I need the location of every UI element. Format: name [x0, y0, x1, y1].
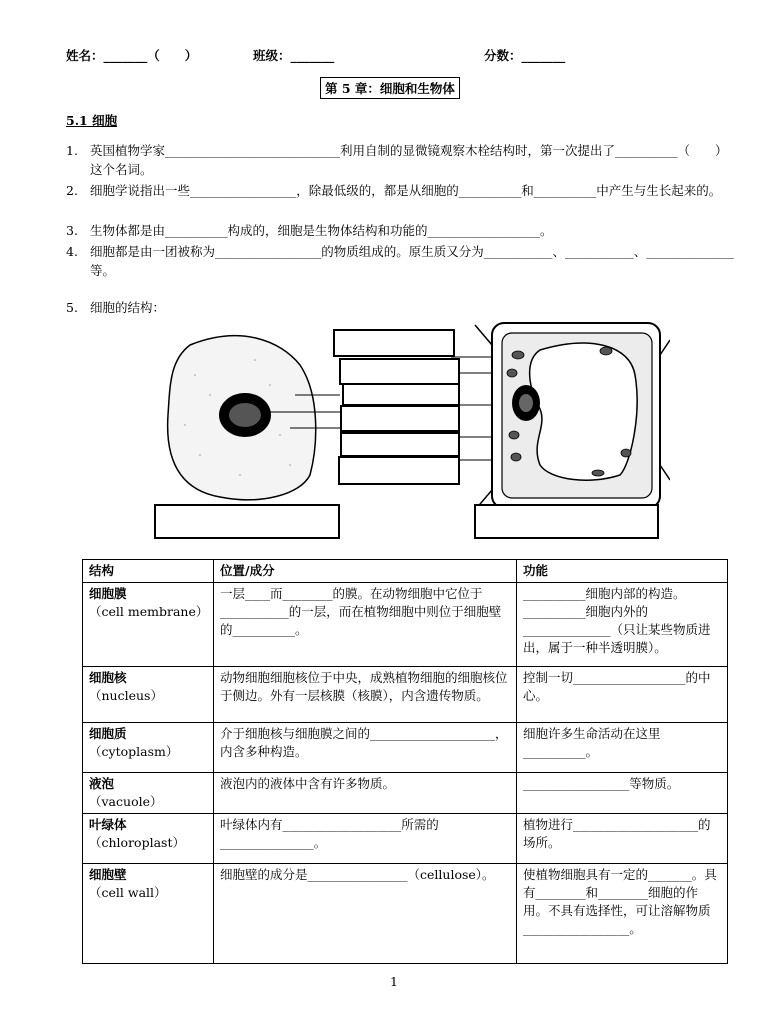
- question-2: [66, 181, 736, 200]
- diagram-label-box-1[interactable]: [333, 329, 455, 357]
- structure-cell: [83, 723, 214, 773]
- table-row: [83, 864, 728, 964]
- function-cell: 细胞许多生命活动在这里__________。: [517, 723, 728, 773]
- structure-cell: [83, 814, 214, 864]
- question-text: 细胞都是由一团被称为_________________的物质组成的。原生质又分为___________、___________、______________等。: [90, 244, 734, 278]
- question-text: 英国植物学家____________________________利用自制的显微镜观察木栓结构时，第一次提出了__________（ ）这个名词。: [90, 143, 728, 177]
- page-number: 1: [390, 974, 398, 989]
- question-text: 细胞学说指出一些_________________，除最低级的，都是从细胞的__________和__________中产生与生长起来的。: [90, 183, 722, 198]
- section-title: 5.1 细胞: [66, 113, 118, 128]
- nucleolus: [229, 403, 261, 427]
- question-4: [66, 242, 736, 280]
- question-number: 3.: [66, 223, 78, 238]
- diagram-label-box-2[interactable]: [339, 358, 460, 385]
- position-cell: 介于细胞核与细胞膜之间的____________________，内含多种构造。: [214, 723, 517, 773]
- diagram-label-box-6[interactable]: [338, 456, 460, 485]
- structure-english: （nucleus）: [89, 688, 163, 703]
- function-cell: 控制一切__________________的中心。: [517, 667, 728, 723]
- question-number: 5.: [66, 300, 78, 315]
- plant-cell-name-box[interactable]: [474, 504, 659, 539]
- question-text: 生物体都是由__________构成的，细胞是生物体结构和功能的__________________。: [90, 223, 553, 238]
- table-header-row: [83, 560, 728, 583]
- diagram-label-box-4[interactable]: [340, 405, 460, 432]
- table-row: [83, 583, 728, 667]
- class-field-label: 班级：_______: [253, 48, 335, 63]
- function-cell: __________细胞内部的构造。__________细胞内外的______________（只让某些物质进出，属于一种半透明膜）。: [517, 583, 728, 667]
- question-number: 1.: [66, 143, 78, 158]
- animal-cell-name-box[interactable]: [154, 504, 340, 539]
- header-structure: 结构: [83, 560, 214, 583]
- position-cell: 叶绿体内有___________________所需的_______________。: [214, 814, 517, 864]
- position-cell: 液泡内的液体中含有许多物质。: [214, 773, 517, 814]
- structure-name: 细胞壁: [89, 867, 127, 882]
- structure-english: （cell membrane）: [89, 604, 209, 619]
- structure-name: 细胞质: [89, 726, 127, 741]
- score-field-label: 分数：_______: [484, 48, 566, 63]
- structure-english: （cell wall）: [89, 885, 167, 900]
- function-cell: 植物进行____________________的场所。: [517, 814, 728, 864]
- function-cell: _________________等物质。: [517, 773, 728, 814]
- vacuole: [530, 343, 637, 480]
- header-function: 功能: [517, 560, 728, 583]
- position-cell: 动物细胞细胞核位于中央，成熟植物细胞的细胞核位于侧边。外有一层核膜（核膜），内含遗传物质。: [214, 667, 517, 723]
- name-field-label: 姓名：_______（ ）: [66, 48, 198, 63]
- structure-name: 液泡: [89, 776, 115, 791]
- position-cell: 细胞壁的成分是________________（cellulose）。: [214, 864, 517, 964]
- plant-nucleolus: [519, 394, 533, 412]
- chapter-title: 第 5 章：细胞和生物体: [320, 77, 460, 99]
- structure-cell: [83, 864, 214, 964]
- function-cell: 使植物细胞具有一定的_______。具有________和________细胞的作用。不具有选择性，可让溶解物质_________________。: [517, 864, 728, 964]
- structure-name: 细胞核: [89, 670, 127, 685]
- cell-structure-table: [82, 559, 728, 964]
- table-row: [83, 723, 728, 773]
- table-row: [83, 814, 728, 864]
- header-position: 位置/成分: [214, 560, 517, 583]
- structure-cell: [83, 583, 214, 667]
- table-row: [83, 667, 728, 723]
- structure-cell: [83, 773, 214, 814]
- question-number: 4.: [66, 244, 78, 259]
- structure-name: 细胞膜: [89, 586, 127, 601]
- structure-cell: [83, 667, 214, 723]
- diagram-label-box-3[interactable]: [342, 383, 460, 406]
- question-number: 2.: [66, 183, 78, 198]
- structure-english: （vacuole）: [89, 794, 163, 809]
- structure-name: 叶绿体: [89, 817, 127, 832]
- structure-english: （cytoplasm）: [89, 744, 179, 759]
- diagram-label-box-5[interactable]: [340, 432, 460, 457]
- question-3: [66, 221, 736, 240]
- structure-english: （chloroplast）: [89, 835, 185, 850]
- table-row: [83, 773, 728, 814]
- question-text: 细胞的结构：: [90, 300, 166, 315]
- question-1: [66, 141, 736, 179]
- position-cell: 一层____而________的膜。在动物细胞中它位于___________的一层，而在植物细胞中则位于细胞壁的__________。: [214, 583, 517, 667]
